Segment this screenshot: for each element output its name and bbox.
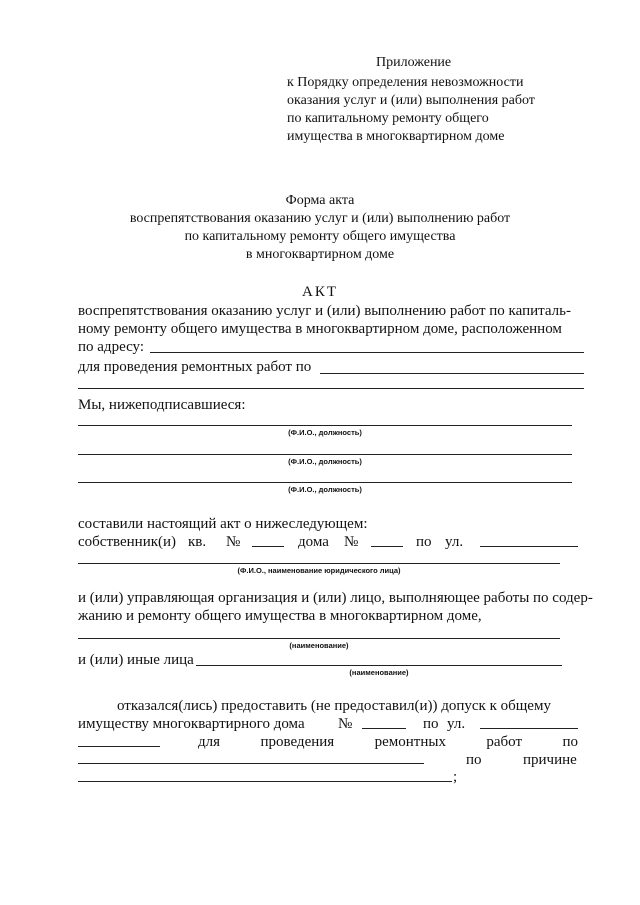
appendix-title: Приложение	[376, 55, 452, 70]
purpose-word-1: для	[198, 734, 221, 750]
org-line-1: и (или) управляющая организация и (или) лицо, выполняющее работы по содер-	[78, 590, 593, 606]
org-line-2: жанию и ремонту общего имущества в многоквартирном доме,	[78, 608, 482, 624]
signatory-2-caption: (Ф.И.О., должность)	[288, 457, 362, 466]
signatory-3-caption: (Ф.И.О., должность)	[288, 485, 362, 494]
act-intro-line-1: воспрепятствования оказанию услуг и (или) выполнению работ по капиталь-	[78, 303, 571, 319]
other-persons-field[interactable]	[196, 665, 562, 666]
reason-prefix: по	[466, 752, 482, 768]
other-persons-caption: (наименование)	[349, 668, 409, 677]
apartment-label: кв.	[188, 534, 207, 550]
form-heading-4: в многоквартирном доме	[245, 247, 395, 262]
address-label: по адресу:	[78, 339, 145, 355]
org-caption: (наименование)	[289, 641, 349, 650]
purpose-start-field[interactable]	[78, 746, 160, 747]
owner-caption: (Ф.И.О., наименование юридического лица)	[237, 566, 401, 575]
appendix-line-2: оказания услуг и (или) выполнения работ	[287, 93, 535, 108]
property-number-sign: №	[338, 716, 353, 732]
property-street-field[interactable]	[480, 728, 578, 729]
reason-label: причине	[523, 752, 577, 768]
signatory-1-line[interactable]	[78, 425, 572, 426]
repair-field-line[interactable]	[320, 373, 584, 374]
act-title: АКТ	[302, 284, 338, 300]
house-number-field[interactable]	[371, 546, 403, 547]
house-number-sign: №	[344, 534, 359, 550]
purpose-word-4: работ	[486, 734, 523, 750]
signatory-1-caption: (Ф.И.О., должность)	[288, 428, 362, 437]
address-field-line[interactable]	[150, 352, 584, 353]
end-mark: ;	[453, 769, 458, 785]
appendix-line-3: по капитальному ремонту общего	[287, 111, 489, 126]
act-intro-line-2: ному ремонту общего имущества в многоквартирном доме, расположенном	[78, 321, 562, 337]
purpose-word-5: по	[562, 734, 578, 750]
signatory-3-line[interactable]	[78, 482, 572, 483]
composed-label: составили настоящий акт о нижеследующем:	[78, 516, 368, 532]
purpose-word-2: проведения	[260, 734, 335, 750]
owner-label: собственник(и)	[78, 534, 177, 550]
street-field[interactable]	[480, 546, 578, 547]
appendix-line-4: имущества в многоквартирном доме	[287, 129, 505, 144]
reason-work-field[interactable]	[78, 763, 424, 764]
form-heading-2: воспрепятствования оказанию услуг и (или) выполнению работ	[129, 211, 511, 226]
org-name-line[interactable]	[78, 638, 560, 639]
purpose-word-3: ремонтных	[374, 734, 446, 750]
apartment-number-sign: №	[226, 534, 241, 550]
street-label: ул.	[445, 534, 464, 550]
property-number-field[interactable]	[362, 728, 406, 729]
house-label: дома	[298, 534, 329, 550]
other-persons-label: и (или) иные лица	[78, 652, 194, 668]
property-street-prefix: по	[423, 716, 439, 732]
reason-field[interactable]	[78, 781, 452, 782]
repair-extra-line[interactable]	[78, 388, 584, 389]
street-prefix: по	[416, 534, 432, 550]
repair-label: для проведения ремонтных работ по	[78, 359, 312, 375]
form-heading-1: Форма акта	[285, 193, 355, 208]
signatories-label: Мы, нижеподписавшиеся:	[78, 397, 246, 413]
refused-line: отказался(лись) предоставить (не предоставил(и)) допуск к общему	[117, 698, 551, 714]
form-heading-3: по капитальному ремонту общего имущества	[184, 229, 456, 244]
property-text: имуществу многоквартирного дома	[78, 716, 305, 732]
owner-name-line[interactable]	[78, 563, 560, 564]
purpose-row	[198, 733, 578, 751]
apartment-number-field[interactable]	[252, 546, 284, 547]
appendix-line-1: к Порядку определения невозможности	[287, 75, 524, 90]
signatory-2-line[interactable]	[78, 454, 572, 455]
property-street-label: ул.	[447, 716, 466, 732]
